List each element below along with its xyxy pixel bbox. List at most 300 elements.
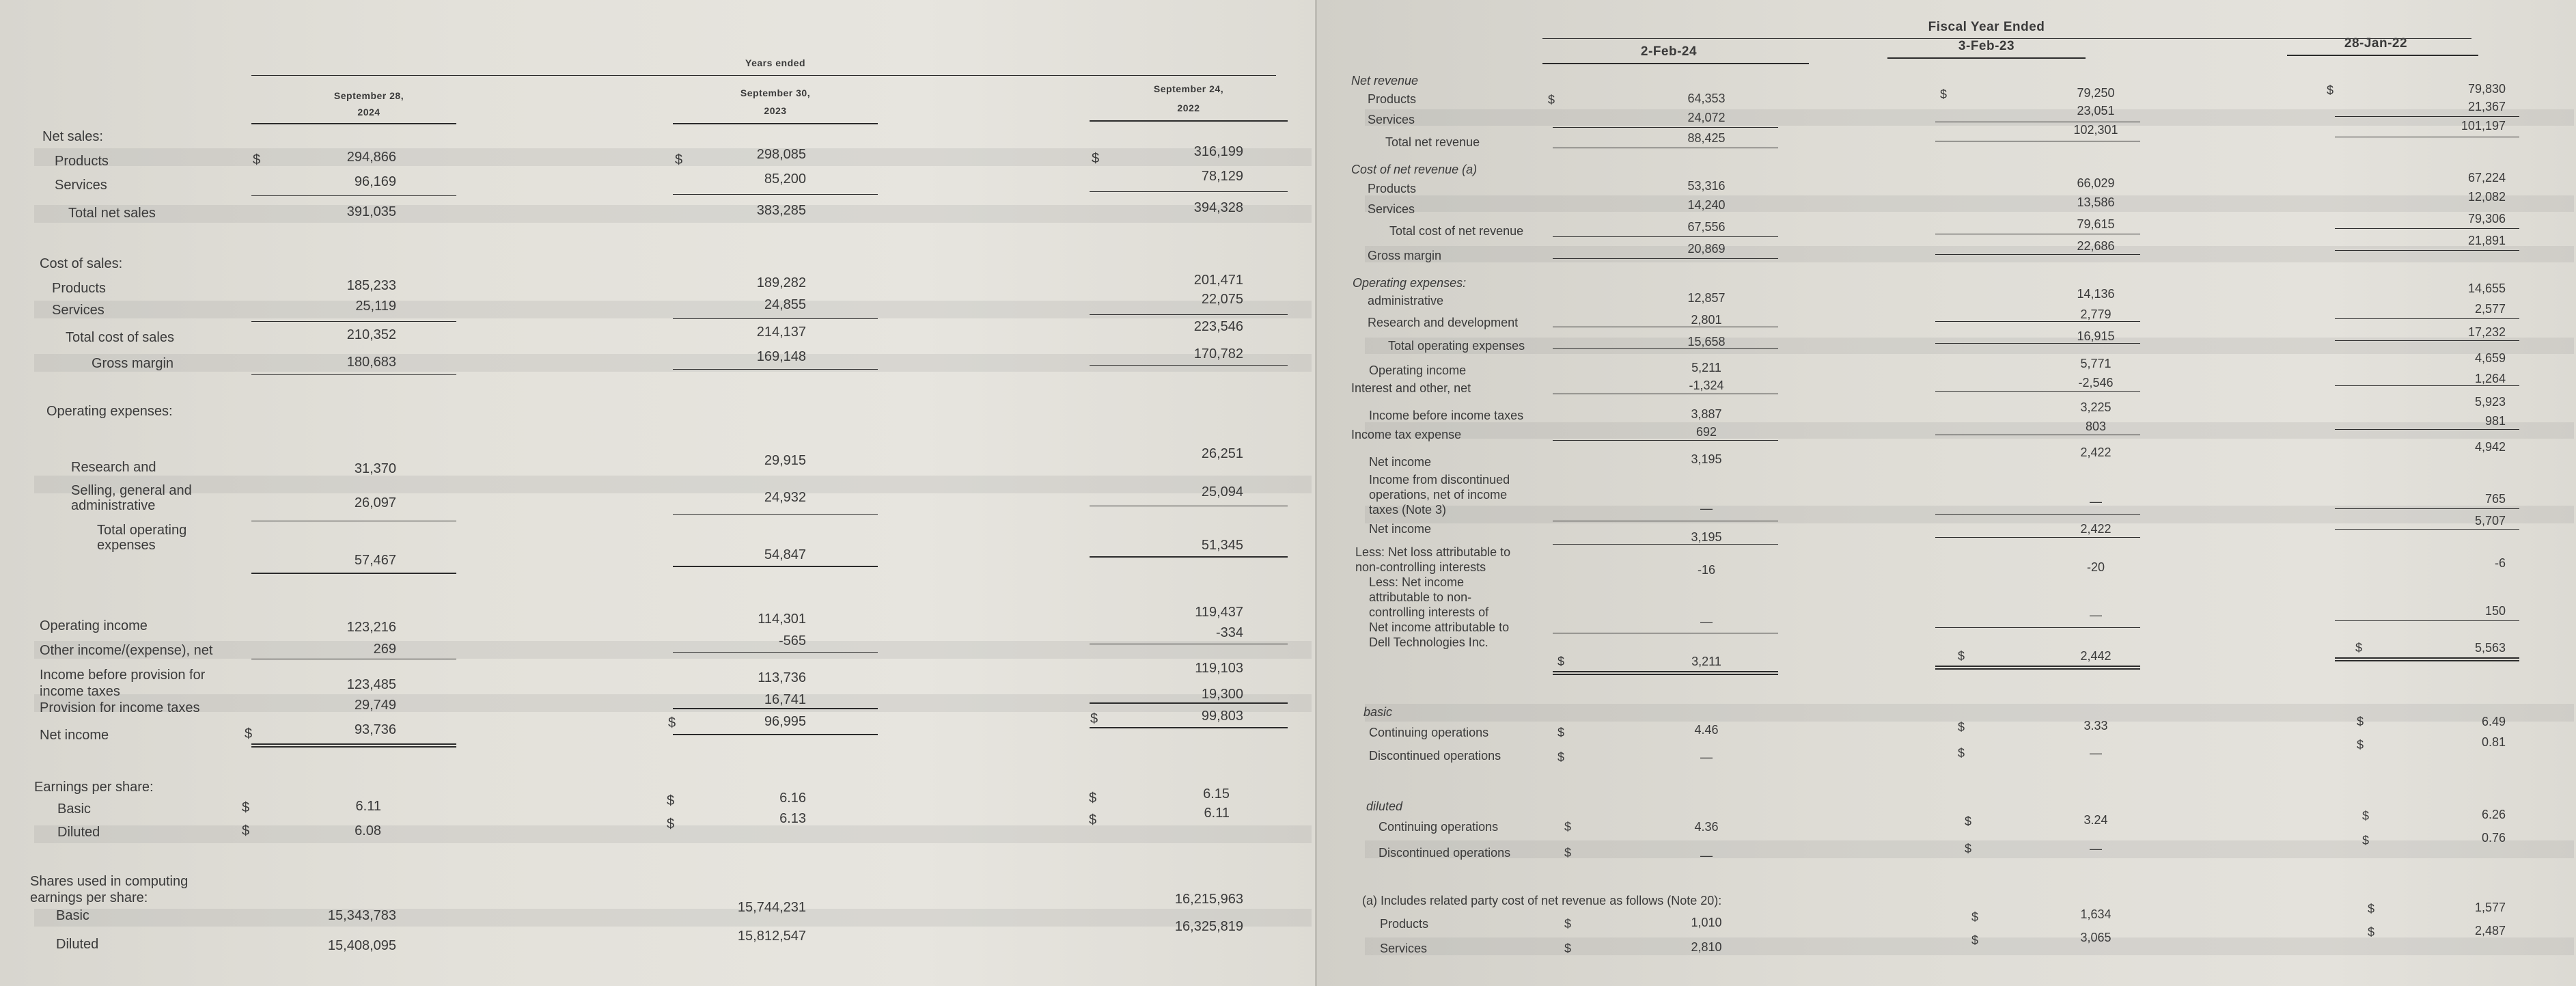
value-cell: 15,343,783	[327, 908, 396, 923]
total-rule	[673, 708, 878, 709]
row-label: Gross margin	[1368, 249, 1442, 262]
currency-sign: $	[242, 823, 250, 838]
value-cell: 2,422	[2080, 446, 2111, 459]
value-cell: 15,812,547	[737, 929, 806, 944]
currency-sign: $	[668, 715, 676, 730]
value-cell: 2,810	[1691, 940, 1722, 954]
value-cell: 3.24	[2083, 813, 2108, 827]
value-cell: 53,316	[1687, 179, 1726, 193]
subtotal-rule	[2335, 318, 2519, 319]
currency-sign: $	[1090, 711, 1098, 726]
subtotal-rule	[1553, 440, 1778, 441]
currency-sign: $	[1958, 649, 1965, 663]
subtotal-rule	[2335, 508, 2519, 509]
value-cell: 51,345	[1201, 538, 1243, 553]
value-cell: 22,075	[1201, 292, 1243, 307]
value-cell: 15,658	[1687, 335, 1726, 348]
row-label-cont: expenses	[97, 538, 156, 553]
subtotal-rule	[673, 318, 878, 319]
value-cell: 3,211	[1691, 655, 1721, 668]
currency-sign: $	[1971, 933, 1979, 947]
row-label: Operating income	[1369, 364, 1467, 377]
value-cell: 24,932	[764, 490, 806, 505]
col-header-2: September 30,	[740, 87, 811, 98]
value-cell: 1,634	[2080, 907, 2111, 921]
value-cell: 25,094	[1201, 484, 1243, 499]
value-cell: 101,197	[2461, 119, 2506, 133]
col-header-3-year: 2022	[1177, 102, 1200, 113]
row-label: Provision for income taxes	[40, 700, 200, 715]
row-label: Less: Net loss attributable to	[1355, 545, 1511, 559]
value-cell: 3.33	[2083, 719, 2108, 732]
value-cell: 88,425	[1687, 131, 1726, 145]
value-cell: 93,736	[354, 722, 396, 737]
row-label: Income before income taxes	[1369, 409, 1524, 422]
value-cell: 294,866	[346, 150, 396, 165]
value-cell: 5,923	[2474, 395, 2506, 409]
value-cell: 214,137	[756, 325, 806, 340]
value-cell: 2,487	[2474, 924, 2506, 937]
row-label-cont: taxes (Note 3)	[1369, 503, 1447, 517]
total-rule	[2335, 657, 2519, 659]
value-cell: 3,065	[2080, 931, 2111, 944]
subtotal-rule	[673, 194, 878, 195]
subtotal-rule	[1935, 254, 2140, 255]
value-cell: -565	[778, 633, 806, 648]
col-header-1: September 28,	[333, 90, 404, 101]
header-underline	[2287, 55, 2478, 56]
total-rule	[1553, 674, 1778, 675]
value-cell: 12,082	[2467, 190, 2506, 204]
row-label: Basic	[57, 802, 91, 817]
value-cell: 383,285	[756, 203, 806, 218]
row-label-cont: income taxes	[40, 684, 120, 699]
total-rule	[251, 746, 456, 748]
currency-sign: $	[2327, 83, 2334, 97]
value-cell: 123,485	[346, 677, 396, 692]
currency-sign: $	[1564, 917, 1572, 931]
subtotal-rule	[2335, 620, 2519, 621]
value-cell: 24,855	[764, 297, 806, 312]
currency-sign: $	[2368, 902, 2375, 916]
value-cell: 96,995	[764, 714, 806, 729]
value-cell: 79,250	[2077, 86, 2115, 100]
currency-sign: $	[1557, 655, 1565, 668]
value-cell: 57,467	[354, 553, 396, 568]
row-label: Total cost of net revenue	[1389, 224, 1524, 238]
value-cell: -2,546	[2078, 376, 2114, 389]
total-rule	[1090, 727, 1288, 728]
value-cell: 6.11	[355, 799, 381, 814]
subtotal-rule	[1553, 348, 1778, 349]
value-cell: —	[2090, 746, 2102, 760]
value-cell: 150	[2484, 604, 2506, 618]
row-label: Continuing operations	[1369, 726, 1489, 739]
subtotal-rule	[1553, 258, 1778, 259]
value-cell: 13,586	[2077, 195, 2115, 209]
row-label: Net income	[40, 728, 109, 743]
row-label-cont: operations, net of income	[1369, 488, 1508, 502]
total-rule	[1935, 668, 2140, 670]
value-cell: 123,216	[346, 620, 396, 635]
subtotal-rule	[251, 195, 456, 196]
total-rule	[673, 734, 878, 735]
currency-sign: $	[1958, 746, 1965, 760]
value-cell: 66,029	[2077, 176, 2115, 190]
value-cell: 6.49	[2481, 715, 2506, 728]
row-label: Cost of sales:	[40, 256, 123, 271]
currency-sign: $	[2362, 834, 2370, 847]
value-cell: 3,195	[1691, 452, 1722, 466]
row-label: Products	[55, 154, 109, 169]
currency-sign: $	[245, 726, 253, 741]
value-cell: -20	[2086, 560, 2105, 574]
row-label: Services	[1368, 202, 1415, 216]
value-cell: 20,869	[1687, 242, 1726, 256]
header-underline	[1542, 63, 1809, 64]
value-cell: 6.13	[779, 811, 806, 826]
row-label: Shares used in computing	[30, 874, 189, 889]
row-label: Earnings per share:	[34, 780, 154, 795]
currency-sign: $	[667, 817, 675, 832]
value-cell: 5,563	[2474, 641, 2506, 655]
header-underline	[251, 123, 456, 124]
row-label: Discontinued operations	[1379, 846, 1511, 860]
footnote-label: (a) Includes related party cost of net revenue as follows (Note 20):	[1362, 894, 1722, 907]
row-label: Products	[1368, 182, 1417, 195]
subtotal-rule	[1553, 236, 1778, 237]
value-cell: 201,471	[1193, 273, 1243, 288]
subtotal-rule	[251, 573, 456, 574]
row-label: Income from discontinued	[1369, 473, 1510, 487]
value-cell: 185,233	[346, 278, 396, 293]
subtotal-rule	[1553, 544, 1778, 545]
currency-sign: $	[1557, 726, 1565, 739]
subtotal-rule	[1935, 321, 2140, 322]
row-label-cont: non-controlling interests	[1355, 560, 1486, 574]
value-cell: 12,857	[1687, 291, 1726, 305]
value-cell: 3,887	[1691, 407, 1722, 421]
value-cell: 23,051	[2077, 104, 2115, 118]
total-rule	[1935, 666, 2140, 667]
value-cell: 119,437	[1195, 605, 1243, 620]
value-cell: 0.81	[2481, 735, 2506, 749]
currency-sign: $	[675, 152, 683, 167]
value-cell: 78,129	[1201, 169, 1243, 184]
row-label: Total cost of sales	[66, 330, 174, 345]
value-cell: 180,683	[346, 355, 396, 370]
currency-sign: $	[1564, 942, 1572, 955]
currency-sign: $	[242, 800, 250, 815]
subtotal-rule	[1935, 391, 2140, 392]
row-label: Operating income	[40, 618, 148, 633]
row-label: Basic	[56, 908, 89, 923]
value-cell: 19,300	[1201, 687, 1243, 702]
value-cell: 16,325,819	[1174, 919, 1243, 934]
subtotal-rule	[2335, 116, 2519, 117]
value-cell: 803	[2085, 420, 2107, 433]
header-rule	[251, 75, 1276, 76]
value-cell: 96,169	[354, 174, 396, 189]
value-cell: 4.46	[1694, 723, 1719, 737]
value-cell: -16	[1697, 563, 1715, 577]
value-cell: 3,195	[1691, 530, 1722, 544]
row-label: Discontinued operations	[1369, 749, 1501, 763]
value-cell: —	[1700, 615, 1713, 629]
value-cell: 15,744,231	[737, 900, 806, 915]
subtotal-rule	[1935, 537, 2140, 538]
value-cell: 6.26	[2481, 808, 2506, 821]
currency-sign: $	[1089, 791, 1097, 806]
row-label: Net income	[1369, 455, 1432, 469]
value-cell: 981	[2484, 414, 2506, 428]
row-label-cont: attributable to non-	[1369, 590, 1472, 604]
years-ended-caption: Years ended	[745, 57, 805, 68]
total-rule	[1553, 671, 1778, 672]
value-cell: —	[2090, 495, 2102, 508]
row-label: Interest and other, net	[1351, 381, 1471, 395]
row-label: Net income attributable to	[1369, 620, 1510, 634]
subtotal-rule	[673, 369, 878, 370]
currency-sign: $	[1958, 720, 1965, 734]
value-cell: 113,736	[758, 670, 806, 685]
subtotal-rule	[1090, 191, 1288, 192]
subtotal-rule	[1090, 556, 1288, 558]
value-cell: 79,306	[2467, 212, 2506, 225]
row-label: Total net revenue	[1385, 135, 1480, 149]
section-label: Net revenue	[1351, 74, 1419, 87]
value-cell: 22,686	[2077, 239, 2115, 253]
value-cell: 3,225	[2080, 400, 2111, 414]
row-label: Products	[52, 281, 106, 296]
row-label: Research and	[71, 460, 156, 475]
value-cell: 2,779	[2080, 307, 2111, 321]
value-cell: —	[1700, 750, 1713, 764]
currency-sign: $	[1548, 93, 1555, 107]
value-cell: 5,707	[2474, 514, 2506, 528]
right-statement-sheet	[1315, 0, 2576, 986]
row-label-cont: controlling interests of	[1369, 605, 1489, 619]
row-label: Gross margin	[92, 356, 174, 371]
subtotal-rule	[1935, 514, 2140, 515]
value-cell: 21,367	[2467, 100, 2506, 113]
value-cell: 6.16	[779, 791, 806, 806]
value-cell: 31,370	[354, 461, 396, 476]
row-label: Income tax expense	[1351, 428, 1462, 441]
value-cell: 16,915	[2077, 329, 2115, 343]
subtotal-rule	[2335, 250, 2519, 251]
value-cell: —	[2090, 842, 2102, 855]
value-cell: 67,224	[2467, 171, 2506, 184]
currency-sign: $	[1965, 842, 1972, 855]
row-label: Research and development	[1368, 316, 1519, 329]
value-cell: 79,830	[2467, 82, 2506, 96]
row-label: Services	[1368, 113, 1415, 126]
value-cell: -6	[2494, 556, 2506, 570]
row-label: Total net sales	[68, 206, 156, 221]
row-label: Services	[1380, 942, 1428, 955]
currency-sign: $	[2357, 715, 2364, 728]
value-cell: 14,136	[2077, 287, 2115, 301]
row-label-cont: administrative	[71, 498, 156, 513]
section-label: Cost of net revenue (a)	[1351, 163, 1478, 176]
currency-sign: $	[253, 152, 261, 167]
currency-sign: $	[2362, 809, 2370, 823]
currency-sign: $	[1965, 814, 1972, 828]
col-header-1: 2-Feb-24	[1640, 44, 1698, 59]
value-cell: 170,782	[1193, 346, 1243, 361]
subtotal-rule	[2335, 429, 2519, 430]
value-cell: 54,847	[764, 547, 806, 562]
value-cell: 14,655	[2467, 282, 2506, 295]
value-cell: 114,301	[758, 612, 806, 627]
currency-sign: $	[1564, 846, 1572, 860]
value-cell: 189,282	[756, 275, 806, 290]
row-label: Less: Net income	[1369, 575, 1465, 589]
value-cell: 2,801	[1691, 313, 1722, 327]
value-cell: —	[2090, 608, 2102, 622]
subtotal-rule	[673, 652, 878, 653]
currency-sign: $	[1940, 87, 1948, 101]
value-cell: 29,915	[764, 453, 806, 468]
fiscal-year-title: Fiscal Year Ended	[1928, 20, 2045, 34]
value-cell: 67,556	[1687, 220, 1726, 234]
currency-sign: $	[1564, 820, 1572, 834]
value-cell: 1,010	[1691, 916, 1722, 929]
col-header-2-year: 2023	[764, 105, 787, 116]
header-underline	[1887, 57, 2086, 59]
row-label: Operating expenses:	[46, 404, 173, 419]
row-label-cont: Dell Technologies Inc.	[1369, 635, 1488, 649]
value-cell: 5,211	[1691, 361, 1721, 374]
subtotal-rule	[673, 566, 878, 567]
currency-sign: $	[1557, 750, 1565, 764]
subtotal-rule	[251, 374, 456, 375]
row-label: Services	[55, 178, 107, 193]
value-cell: 269	[373, 642, 396, 657]
row-label: Selling, general and	[71, 483, 192, 498]
currency-sign: $	[667, 793, 675, 808]
value-cell: 0.76	[2481, 831, 2506, 845]
value-cell: 119,103	[1195, 661, 1243, 676]
value-cell: -1,324	[1689, 379, 1724, 392]
subtotal-rule	[1935, 627, 2140, 628]
subtotal-rule	[673, 514, 878, 515]
value-cell: 25,119	[355, 299, 396, 314]
total-rule	[1090, 702, 1288, 704]
value-cell: 14,240	[1687, 198, 1726, 212]
currency-sign: $	[2357, 738, 2364, 752]
value-cell: -334	[1215, 625, 1243, 640]
value-cell: 316,199	[1193, 144, 1243, 159]
row-label: Net income	[1369, 522, 1432, 536]
row-label: Products	[1368, 92, 1417, 106]
row-label: Products	[1380, 917, 1429, 931]
col-header-3: September 24,	[1153, 83, 1224, 94]
value-cell: 765	[2484, 492, 2506, 506]
subtotal-rule	[251, 321, 456, 322]
total-rule	[251, 743, 456, 745]
subtotal-rule	[1553, 127, 1778, 128]
currency-sign: $	[2368, 925, 2375, 939]
value-cell: 102,301	[2073, 123, 2118, 137]
value-cell: 210,352	[346, 327, 396, 342]
subtotal-rule	[2335, 340, 2519, 341]
value-cell: 24,072	[1687, 111, 1726, 124]
value-cell: 6.11	[1204, 806, 1230, 821]
col-header-1-year: 2024	[357, 107, 380, 118]
row-label-cont: earnings per share:	[30, 890, 148, 905]
value-cell: 26,097	[354, 495, 396, 510]
value-cell: 6.15	[1203, 786, 1230, 802]
value-cell: 29,749	[354, 698, 396, 713]
subtotal-rule	[2335, 385, 2519, 386]
value-cell: 4,659	[2474, 351, 2506, 365]
section-label: Operating expenses:	[1353, 276, 1467, 290]
currency-sign: $	[1092, 151, 1100, 166]
row-label: Total operating expenses	[1388, 339, 1525, 353]
value-cell: 16,215,963	[1174, 892, 1243, 907]
value-cell: —	[1700, 849, 1713, 862]
value-cell: 4,942	[2474, 440, 2506, 454]
value-cell: 391,035	[346, 204, 396, 219]
row-label: Services	[52, 303, 105, 318]
value-cell: 394,328	[1193, 200, 1243, 215]
header-underline	[673, 123, 878, 124]
currency-sign: $	[2355, 641, 2363, 655]
value-cell: 1,264	[2474, 372, 2506, 385]
row-label: Net sales:	[42, 129, 103, 144]
section-label: diluted	[1366, 799, 1403, 813]
row-label: Total operating	[97, 523, 187, 538]
value-cell: 64,353	[1687, 92, 1726, 105]
value-cell: 223,546	[1193, 319, 1243, 334]
value-cell: 2,442	[2080, 649, 2111, 663]
value-cell: 5,771	[2080, 357, 2111, 370]
value-cell: 2,577	[2474, 302, 2506, 316]
subtotal-rule	[2335, 529, 2519, 530]
currency-sign: $	[1089, 812, 1097, 827]
value-cell: 1,577	[2474, 901, 2506, 914]
value-cell: 2,422	[2080, 522, 2111, 536]
row-label: Diluted	[57, 825, 100, 840]
row-label: Other income/(expense), net	[40, 643, 213, 658]
value-cell: 169,148	[756, 349, 806, 364]
value-cell: 15,408,095	[327, 938, 396, 953]
row-label: Continuing operations	[1379, 820, 1499, 834]
row-label: administrative	[1368, 294, 1444, 307]
section-label: basic	[1363, 705, 1393, 719]
row-label: Income before provision for	[40, 668, 206, 683]
value-cell: 26,251	[1201, 446, 1243, 461]
value-cell: 692	[1695, 425, 1717, 439]
subtotal-rule	[1935, 343, 2140, 344]
row-band	[1365, 937, 2574, 955]
col-header-2: 3-Feb-23	[1958, 39, 2015, 53]
value-cell: 6.08	[355, 823, 381, 838]
subtotal-rule	[1090, 365, 1288, 366]
subtotal-rule	[1090, 314, 1288, 315]
header-underline	[1090, 120, 1288, 122]
value-cell: —	[1700, 502, 1713, 515]
value-cell: 85,200	[764, 172, 806, 187]
value-cell: 79,615	[2077, 217, 2115, 231]
subtotal-rule	[2335, 228, 2519, 229]
value-cell: 16,741	[764, 692, 806, 707]
value-cell: 99,803	[1201, 709, 1243, 724]
total-rule	[2335, 660, 2519, 661]
value-cell: 298,085	[756, 147, 806, 162]
